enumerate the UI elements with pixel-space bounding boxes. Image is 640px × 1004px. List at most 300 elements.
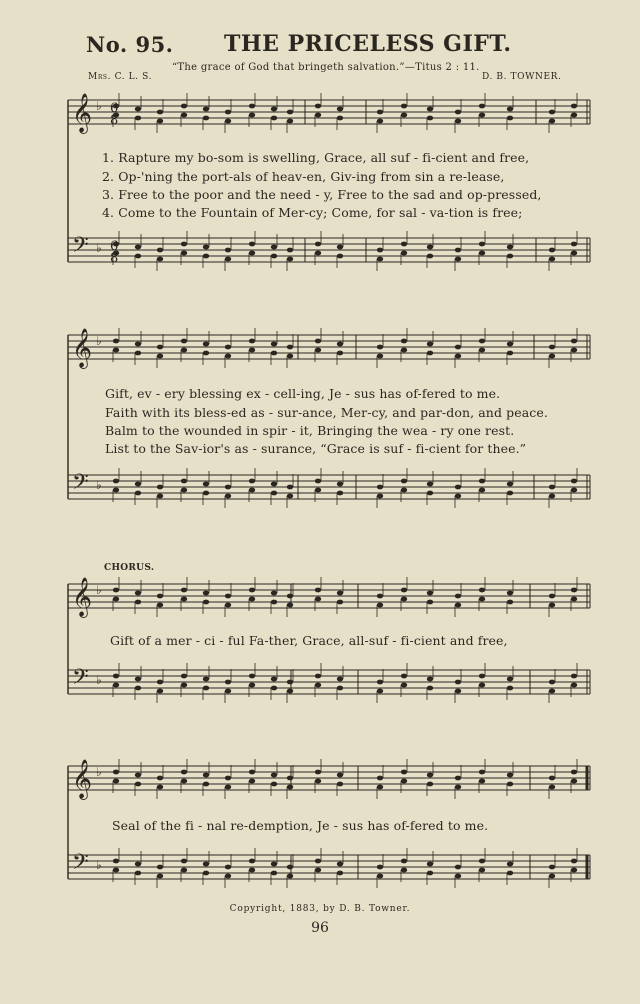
system-1-bass-note [181,251,187,256]
system-1-bass-note [225,248,231,253]
system-4-bass-note [157,874,163,879]
system-2-bass-note [455,494,461,499]
system-1-treble-note [479,113,485,118]
system-4-bass-note [225,865,231,870]
system-1-treble-note [401,104,407,109]
verse-2-line-2: Faith with its bless-ed as - sur-ance, Mer-cy, and par-don, and peace. [105,405,548,420]
system-2-treble-note [377,345,383,350]
system-2-bass-note [271,491,277,496]
system-1-bass-note [549,248,555,253]
system-1-bass-note [225,257,231,262]
system-3-treble-note [549,603,555,608]
system-1-treble-note [181,113,187,118]
system-1-treble-note [549,110,555,115]
system-4-treble-note [135,782,141,787]
system-2-treble-note [113,348,119,353]
system-3-bass-note [427,677,433,682]
verse-2-line-1: 2. Op-'ning the port-als of heav-en, Giv-ing from sin a re-lease, [102,169,505,184]
system-2-bass-note [427,482,433,487]
system-1-bass-note [549,257,555,262]
system-3-bass-flat: ♭ [96,673,102,687]
system-1-bass-note [479,242,485,247]
system-2-bass-note [157,485,163,490]
system-4-treble-note [427,773,433,778]
system-1-treble-note [287,119,293,124]
system-3-treble-note [479,588,485,593]
system-1-bass-note [337,245,343,250]
system-2-bass-clef: 𝄢 [72,470,89,500]
system-2-treble-note [287,345,293,350]
system-3-treble-note [181,597,187,602]
system-4-treble-note [113,770,119,775]
system-3-treble-note [401,588,407,593]
system-3-bass-note [549,689,555,694]
system-4-bass-note [401,859,407,864]
system-1-treble-note [271,107,277,112]
system-2-bass-note [157,494,163,499]
system-3-treble-note [571,588,577,593]
system-2-treble-note [315,339,321,344]
system-1-treble-note [549,119,555,124]
system-1-bass-note [157,248,163,253]
bass-time-signature-bottom: 8 [110,251,119,266]
system-1-bass-note [135,245,141,250]
system-3-treble-note [507,600,513,605]
system-2-treble-note [249,348,255,353]
system-3-treble-note [225,603,231,608]
system-4-bass-note [571,859,577,864]
system-2-treble-note [571,348,577,353]
system-1-treble-note [249,113,255,118]
system-2-bass-note [401,479,407,484]
system-2-treble-note [203,351,209,356]
system-2-treble-note [337,351,343,356]
system-4-treble-note [549,776,555,781]
verse-3-line-2: Balm to the wounded in spir - it, Bringing the wea - ry one rest. [105,423,515,438]
system-1-treble-note [507,107,513,112]
system-2-bass-note [271,482,277,487]
system-4-bass-note [225,874,231,879]
system-2-treble-note [135,351,141,356]
system-4-bass-note [337,871,343,876]
system-3-bass-note [337,677,343,682]
system-1-treble-note [377,119,383,124]
system-1-bass-note [455,248,461,253]
system-3-bass-note [401,683,407,688]
scripture-reference: “The grace of God that bringeth salvation.”—Titus 2 : 11. [172,62,480,73]
system-3-treble-note [157,603,163,608]
system-3-bass-note [315,674,321,679]
system-2-bass-note [181,488,187,493]
system-3-treble-note [315,597,321,602]
system-4-treble-note [377,776,383,781]
system-4-treble-note [427,782,433,787]
system-4-treble-note [315,779,321,784]
system-4-bass-note [455,874,461,879]
system-4-bass-note [427,871,433,876]
copyright-notice: Copyright, 1883, by D. B. Towner. [229,904,411,914]
system-3-treble-note [271,591,277,596]
page-number: 96 [311,920,329,936]
system-4-treble-note [135,773,141,778]
system-3-bass-clef: 𝄢 [72,665,89,695]
system-4-bass-note [549,865,555,870]
bass-time-signature-top: 6 [110,239,119,254]
system-1-bass-note [401,242,407,247]
system-4-bass-note [271,871,277,876]
system-2-treble-note [315,348,321,353]
system-3-bass-note [249,683,255,688]
system-2-bass-note [135,482,141,487]
hymn-title: THE PRICELESS GIFT. [224,31,512,57]
system-2-bass-note [135,491,141,496]
system-2-bass-note [479,479,485,484]
system-1-bass-note [571,242,577,247]
system-4-treble-note [181,770,187,775]
chorus-line-1: Gift of a mer - ci - ful Fa-ther, Grace, all-suf - fi-cient and free, [110,633,508,648]
system-4-treble-note [571,770,577,775]
system-1-treble-note [455,119,461,124]
system-4-treble-note [271,782,277,787]
system-3-treble-note [549,594,555,599]
system-3-bass-note [287,689,293,694]
system-2-bass-note [249,479,255,484]
system-2-bass-note [181,479,187,484]
system-3-bass-note [479,683,485,688]
system-2-bass-note [113,479,119,484]
system-4-bass-note [249,859,255,864]
system-2-treble-note [337,342,343,347]
system-1-treble-note [203,107,209,112]
system-1-treble-note [337,116,343,121]
system-2-treble-clef: 𝄞 [72,328,93,368]
system-4-bass-clef: 𝄢 [72,850,89,880]
system-4-bass-note [549,874,555,879]
system-1-bass-clef: 𝄢 [72,233,89,263]
system-3-bass-note [571,674,577,679]
system-2-treble-note [455,354,461,359]
system-4-treble-note [203,773,209,778]
system-4-treble-note [287,776,293,781]
system-4-treble-note [337,782,343,787]
system-1-treble-note [427,107,433,112]
system-2-bass-note [287,485,293,490]
system-1-treble-note [135,116,141,121]
system-2-treble-note [571,339,577,344]
system-2-treble-note [135,342,141,347]
system-2-bass-note [377,485,383,490]
chorus-label: CHORUS. [104,563,155,573]
system-3-treble-note [479,597,485,602]
system-4-treble-note [571,779,577,784]
system-2-treble-note [427,351,433,356]
system-4-treble-note [507,773,513,778]
system-4-treble-note [315,770,321,775]
system-4-bass-flat: ♭ [96,858,102,872]
system-4-treble-note [225,776,231,781]
system-4-treble-clef: 𝄞 [72,759,93,799]
system-2-treble-note [287,354,293,359]
system-4-bass-note [249,868,255,873]
system-2-bass-note [549,485,555,490]
system-3-treble-note [225,594,231,599]
system-2-bass-note [225,494,231,499]
system-2-treble-note [271,351,277,356]
system-1-treble-note [507,116,513,121]
system-2-treble-note [455,345,461,350]
system-1-treble-note [157,119,163,124]
system-3-treble-note [315,588,321,593]
system-3-treble-note [337,600,343,605]
system-2-bass-flat: ♭ [96,478,102,492]
system-1-bass-note [337,254,343,259]
system-2-bass-note [507,482,513,487]
system-3-bass-note [225,680,231,685]
system-4-bass-note [315,859,321,864]
system-4-treble-note [401,779,407,784]
system-4-treble-note [249,779,255,784]
system-1-treble-note [571,113,577,118]
system-4-treble-note [225,785,231,790]
system-4-treble-note [157,776,163,781]
system-3-bass-note [181,683,187,688]
system-3-treble-note [181,588,187,593]
system-4-treble-note [287,785,293,790]
system-3-bass-note [401,674,407,679]
system-4-bass-note [157,865,163,870]
system-3-bass-note [455,680,461,685]
system-1-bass-note [507,254,513,259]
system-1-bass-note [249,242,255,247]
time-signature-bottom: 8 [110,113,119,128]
system-4-bass-note [507,871,513,876]
system-1-bass-note [427,254,433,259]
system-3-bass-note [315,683,321,688]
author-credit: Mrs. C. L. S. [88,72,153,82]
system-2-treble-note [401,348,407,353]
system-4-bass-note [571,868,577,873]
system-2-bass-note [315,488,321,493]
system-3-bass-note [571,683,577,688]
system-4-bass-note [337,862,343,867]
system-4-treble-note [181,779,187,784]
system-1-bass-note [135,254,141,259]
system-2-bass-note [401,488,407,493]
system-3-bass-note [135,686,141,691]
system-4-treble-note [377,785,383,790]
system-1-treble-flat: ♭ [96,99,102,113]
system-4-bass-note [377,865,383,870]
system-1-bass-note [507,245,513,250]
system-1-treble-note [287,110,293,115]
system-2-treble-note [181,348,187,353]
system-4-bass-note [427,862,433,867]
system-2-bass-note [549,494,555,499]
system-3-bass-note [271,686,277,691]
system-1-treble-note [337,107,343,112]
system-3-treble-note [401,597,407,602]
system-2-treble-note [507,342,513,347]
system-4-treble-note [203,782,209,787]
system-3-treble-note [113,588,119,593]
system-2-treble-note [249,339,255,344]
system-3-treble-note [377,594,383,599]
system-1-bass-note [271,245,277,250]
system-3-bass-note [271,677,277,682]
system-4-bass-note [479,859,485,864]
system-3-bass-note [287,680,293,685]
hymn-number: No. 95. [86,32,174,57]
verse-4-line-2: List to the Sav-ior's as - surance, “Grace is suf - fi-cient for thee.” [105,441,527,456]
system-1-bass-note [427,245,433,250]
system-1-bass-note [249,251,255,256]
system-4-treble-flat: ♭ [96,765,102,779]
system-3-bass-note [507,686,513,691]
system-2-bass-note [377,494,383,499]
system-3-treble-note [135,591,141,596]
verse-4-line-1: 4. Come to the Fountain of Mer-cy; Come, for sal - va-tion is free; [102,205,523,220]
system-4-treble-note [549,785,555,790]
system-1-bass-note [203,254,209,259]
system-3-treble-note [455,603,461,608]
verse-1-line-2: Gift, ev - ery blessing ex - cell-ing, Je - sus has of-fered to me. [105,386,501,401]
system-2-bass-note [455,485,461,490]
system-4-bass-note [203,871,209,876]
system-2-treble-note [549,345,555,350]
system-2-bass-note [287,494,293,499]
system-3-treble-note [249,588,255,593]
system-1-bass-note [181,242,187,247]
system-4-bass-note [401,868,407,873]
system-4-bass-note [287,865,293,870]
system-4-bass-note [181,859,187,864]
system-1-treble-note [427,116,433,121]
system-4-bass-note [479,868,485,873]
system-2-bass-note [337,482,343,487]
system-2-bass-note [113,488,119,493]
system-3-bass-note [507,677,513,682]
system-4-bass-note [287,874,293,879]
system-1-treble-note [571,104,577,109]
system-1-bass-flat: ♭ [96,241,102,255]
system-3-treble-note [135,600,141,605]
system-1-treble-note [455,110,461,115]
system-4-treble-note [337,773,343,778]
system-3-bass-note [377,680,383,685]
system-2-bass-note [507,491,513,496]
system-3-treble-note [427,600,433,605]
system-3-treble-flat: ♭ [96,583,102,597]
system-1-bass-note [287,248,293,253]
system-4-bass-note [203,862,209,867]
system-2-treble-note [377,354,383,359]
system-3-bass-note [225,689,231,694]
system-2-bass-note [571,488,577,493]
system-3-treble-note [287,594,293,599]
system-2-bass-note [337,491,343,496]
system-1-treble-note [271,116,277,121]
system-1-treble-note [157,110,163,115]
system-3-bass-note [203,677,209,682]
system-1-treble-note [249,104,255,109]
system-2-bass-note [571,479,577,484]
system-4-treble-note [249,770,255,775]
system-3-bass-note [157,680,163,685]
system-3-bass-note [479,674,485,679]
system-3-bass-note [549,680,555,685]
system-1-bass-note [479,251,485,256]
system-4-treble-note [507,782,513,787]
system-1-treble-clef: 𝄞 [72,93,93,133]
system-1-bass-note [455,257,461,262]
system-3-treble-note [271,600,277,605]
system-3-treble-note [427,591,433,596]
system-1-bass-note [157,257,163,262]
system-2-bass-note [479,488,485,493]
composer-credit: D. B. TOWNER. [482,72,562,82]
system-2-treble-note [427,342,433,347]
system-4-bass-note [271,862,277,867]
system-4-bass-note [135,871,141,876]
system-3-bass-note [181,674,187,679]
system-3-treble-note [337,591,343,596]
system-1-treble-note [203,116,209,121]
system-4-treble-note [455,785,461,790]
system-2-bass-note [249,488,255,493]
system-4-bass-note [315,868,321,873]
system-3-bass-note [337,686,343,691]
system-4-bass-note [135,862,141,867]
system-4-bass-note [113,859,119,864]
system-2-treble-note [479,339,485,344]
system-3-treble-note [249,597,255,602]
system-1-treble-note [479,104,485,109]
system-3-treble-note [455,594,461,599]
time-signature-top: 6 [110,101,119,116]
system-1-treble-note [225,119,231,124]
system-1-bass-note [203,245,209,250]
system-4-treble-note [455,776,461,781]
verse-1-line-1: 1. Rapture my bo-som is swelling, Grace, all suf - fi-cient and free, [102,150,530,165]
system-1-bass-note [571,251,577,256]
system-2-treble-note [225,354,231,359]
system-2-bass-note [225,485,231,490]
system-3-bass-note [113,683,119,688]
system-3-bass-note [377,689,383,694]
system-2-treble-note [507,351,513,356]
system-1-bass-note [401,251,407,256]
system-4-treble-note [479,779,485,784]
system-4-bass-note [455,865,461,870]
system-1-treble-note [135,107,141,112]
system-4-bass-note [181,868,187,873]
system-3-bass-note [203,686,209,691]
system-3-bass-note [113,674,119,679]
system-1-bass-note [315,251,321,256]
system-4-treble-note [271,773,277,778]
system-3-treble-note [377,603,383,608]
system-4-treble-note [479,770,485,775]
system-3-treble-note [571,597,577,602]
system-2-bass-note [315,479,321,484]
system-2-treble-note [181,339,187,344]
chorus-line-2: Seal of the fi - nal re-demption, Je - sus has of-fered to me. [112,818,489,833]
system-2-treble-note [157,345,163,350]
system-1-treble-note [377,110,383,115]
system-3-bass-note [455,689,461,694]
verse-3-line-1: 3. Free to the poor and the need - y, Free to the sad and op-pressed, [102,187,542,202]
system-2-treble-note [113,339,119,344]
